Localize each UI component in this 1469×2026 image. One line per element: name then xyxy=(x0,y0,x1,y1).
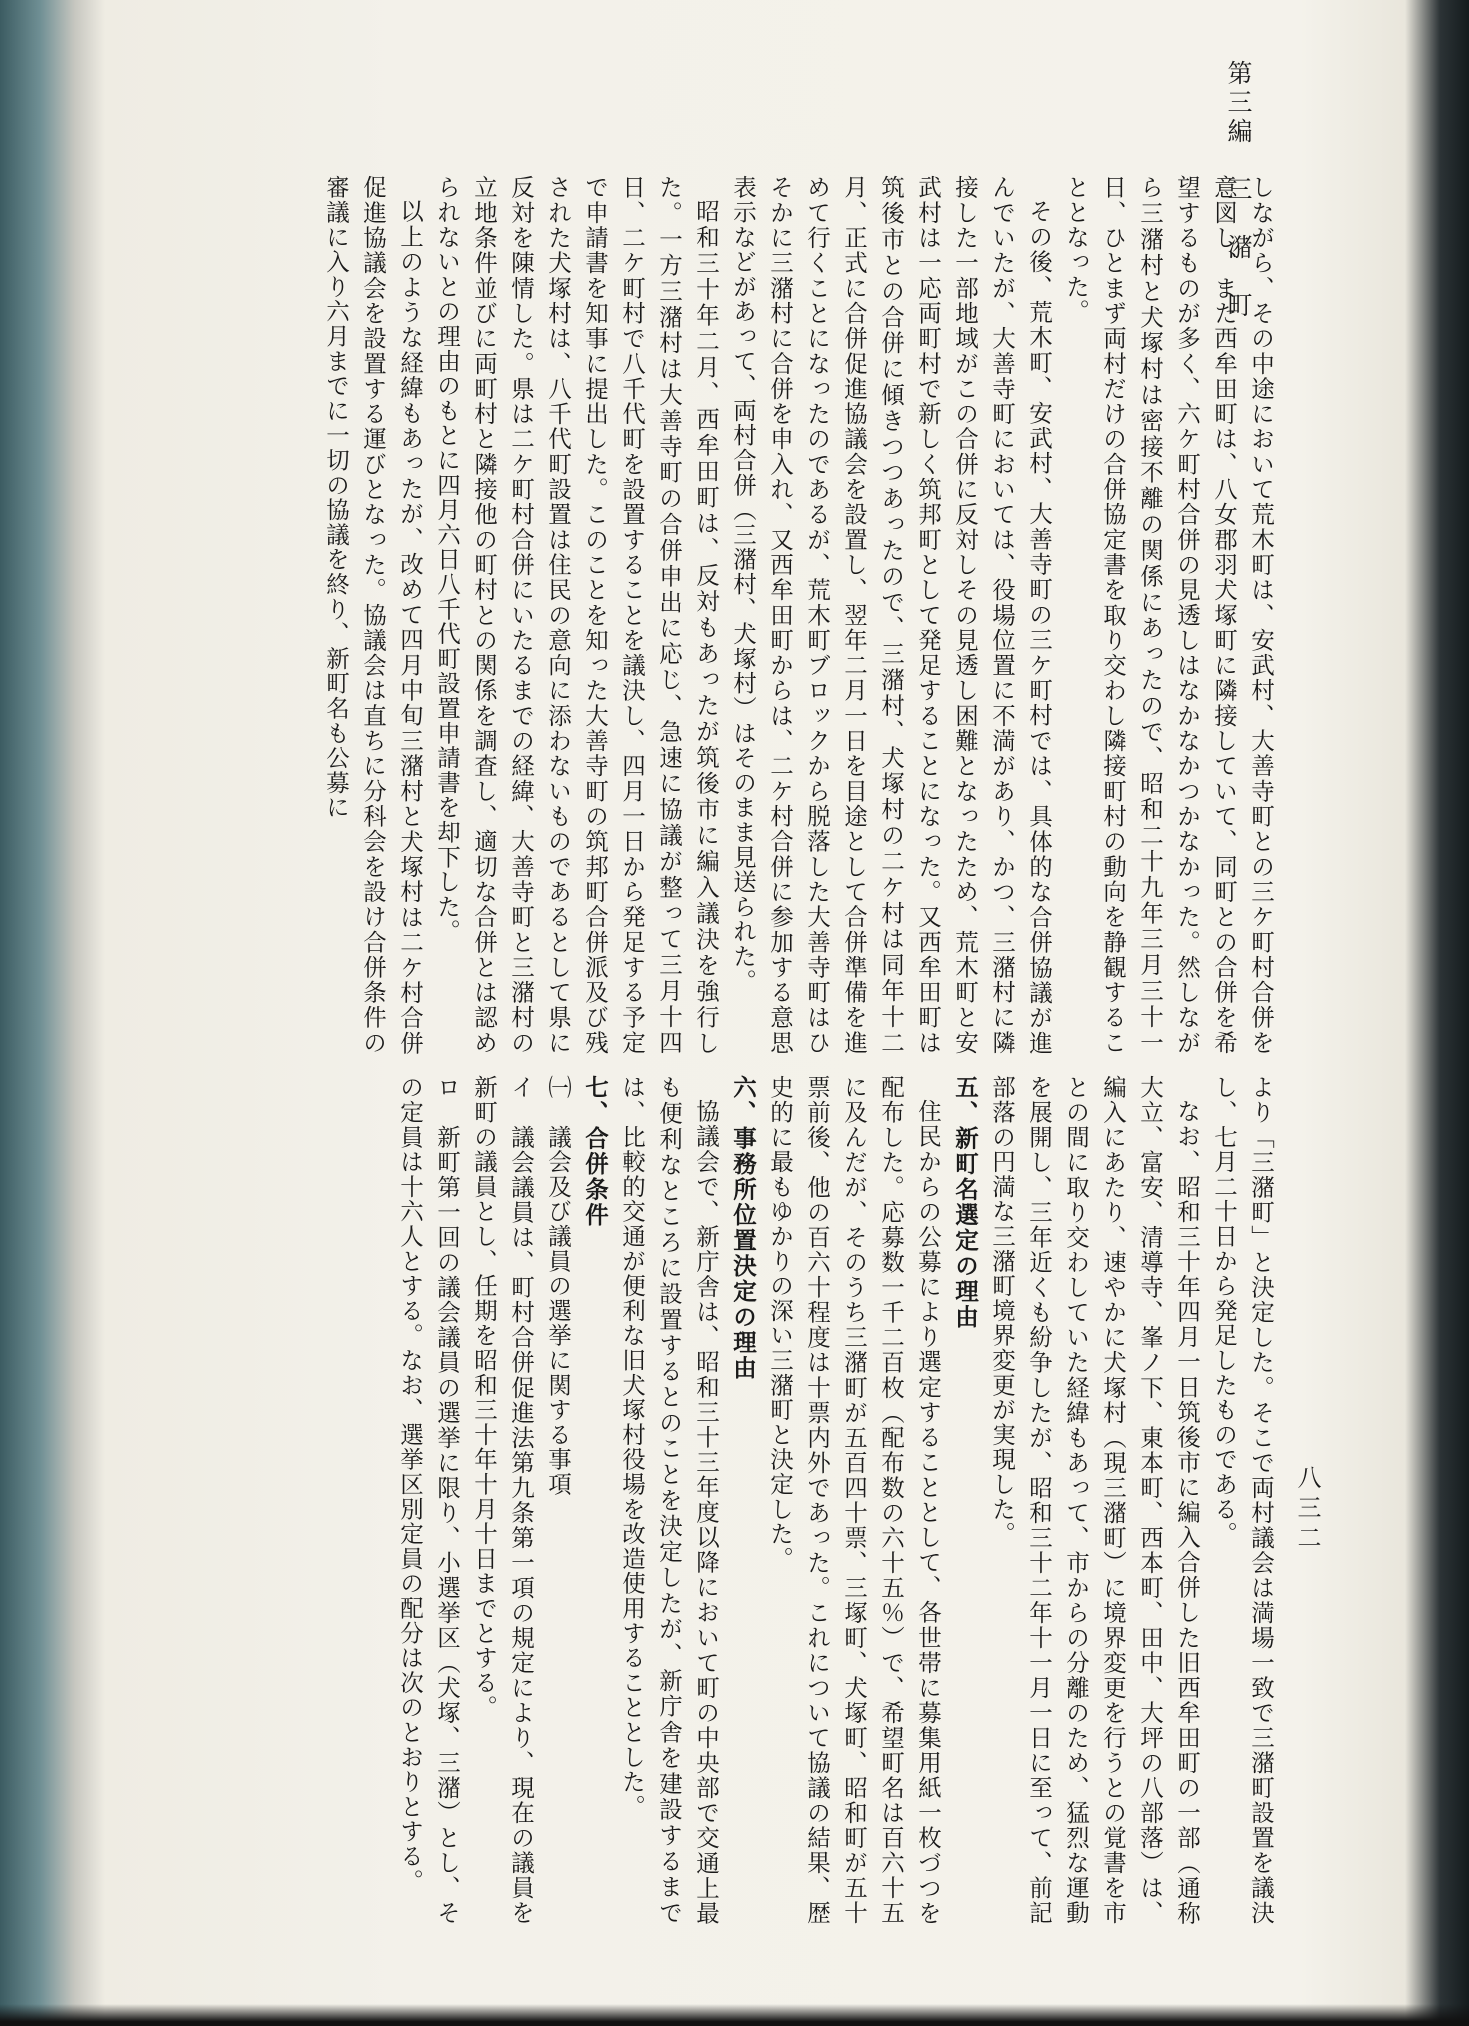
list-item: イ 議会議員は、町村合併促進法第九条第一項の規定により、現在の議員を新町の議員とし、任期を昭和三十年十月十日までとする。 xyxy=(470,1075,535,1925)
running-header: 第三編 三 潴 町 xyxy=(1224,60,1253,321)
paragraph: より「三潴町」と決定した。そこで両村議会は満場一致で三潴町設置を議決し、七月二十日から発足したものである。 xyxy=(1210,1075,1275,1925)
lower-text-block xyxy=(279,1075,1279,1925)
section-heading: 七、合併条件 xyxy=(581,1075,609,1228)
upper-text-block xyxy=(179,175,1279,1055)
section-heading: 五、新町名選定の理由 xyxy=(951,1075,979,1330)
subsection-heading: ㈠ 議会及び議員の選挙に関する事項 xyxy=(544,1075,572,1497)
paragraph: 協議会で、新庁舎は、昭和三十三年度以降において町の中央部で交通上最も便利なところに設置するとのことを決定したが、新庁舎を建設するまでは、比較的交通が便利な旧犬塚村役場を改造使用することとした。 xyxy=(618,1075,720,1925)
section-heading: 六、事務所位置決定の理由 xyxy=(729,1075,757,1381)
paragraph: 以上のような経緯もあったが、改めて四月中旬三潴村と犬塚村は二ケ村合併促進協議会を設置する運びとなった。協議会は直ちに分科会を設け合併条件の審議に入り六月までに一切の協議を終り、新町名も公募に xyxy=(322,175,424,1055)
paragraph: 住民からの公募により選定することとして、各世帯に募集用紙一枚づつを配布した。応募数一千二百枚（配布数の六十五％）で、希望町名は百六十五に及んだが、そのうち三潴町が五百四十票、三塚町、犬塚町、昭和町が五十票前後、他の百六十程度は十票内外であった。これについて協議の結果、歴史的に最もゆかりの深い三潴町と決定した。 xyxy=(766,1075,942,1925)
paragraph: しながら、その中途において荒木町は、安武村、大善寺町との三ケ町村合併を意図し、また西牟田町は、八女郡羽犬塚町に隣接していて、同町との合併を希望するものが多く、六ケ町村合併の見透しはなかなかつかなかった。然しながら三潴村と犬塚村は密接不離の関係にあったので、昭和二十九年三月三十一日、ひとまず両村だけの合併協定書を取り交わし隣接町村の動向を静観することとなった。 xyxy=(1062,175,1275,1055)
paragraph: その後、荒木町、安武村、大善寺町の三ケ町村では、具体的な合併協議が進んでいたが、大善寺町においては、役場位置に不満があり、かつ、三潴村に隣接した一部地域がこの合併に反対しその見透し困難となったため、荒木町と安武村は一応両町村で新しく筑邦町として発足することになった。又西牟田町は筑後市との合併に傾きつつあったので、三潴村、犬塚村の二ケ村は同年十二月、正式に合併促進協議会を設置し、翌年二月一日を目途として合併準備を進めて行くことになったのであるが、荒木町ブロックから脱落した大善寺町はひそかに三潴村に合併を申入れ、又西牟田町からは、二ケ村合併に参加する意思表示などがあって、両村合併（三潴村、犬塚村）はそのまま見送られた。 xyxy=(729,175,1053,1055)
page-number: 八三二 xyxy=(1293,1465,1321,1555)
paragraph: なお、昭和三十年四月一日筑後市に編入合併した旧西牟田町の一部（通称大立、富安、清導寺、峯ノ下、東本町、西本町、田中、大坪の八部落）は、編入にあたり、速やかに犬塚村（現三潴町）に境界変更を行うとの覚書を市との間に取り交わしていた経緯もあって、市からの分離のため、猛烈な運動を展開し、三年近くも紛争したが、昭和三十二年十一月一日に至って、前記部落の円満な三潴町境界変更が実現した。 xyxy=(988,1075,1201,1925)
list-item: ロ 新町第一回の議会議員の選挙に限り、小選挙区（犬塚、三潴）とし、その定員は十六人とする。なお、選挙区別定員の配分は次のとおりとする。 xyxy=(396,1075,461,1925)
paragraph: 昭和三十年二月、西牟田町は、反対もあったが筑後市に編入議決を強行した。一方三潴村は大善寺町の合併申出に応じ、急速に協議が整って三月十四日、二ケ町村で八千代町を設置することを議決し、四月一日から発足する予定で申請書を知事に提出した。このことを知った大善寺町の筑邦町合併派及び残された犬塚村は、八千代町設置は住民の意向に添わないものであるとして県に反対を陳情した。県は二ケ町村合併にいたるまでの経緯、大善寺町と三潴村の立地条件並びに両町村と隣接他の町村との関係を調査し、適切な合併とは認められないとの理由のもとに四月六日八千代町設置申請書を却下した。 xyxy=(433,175,720,1055)
